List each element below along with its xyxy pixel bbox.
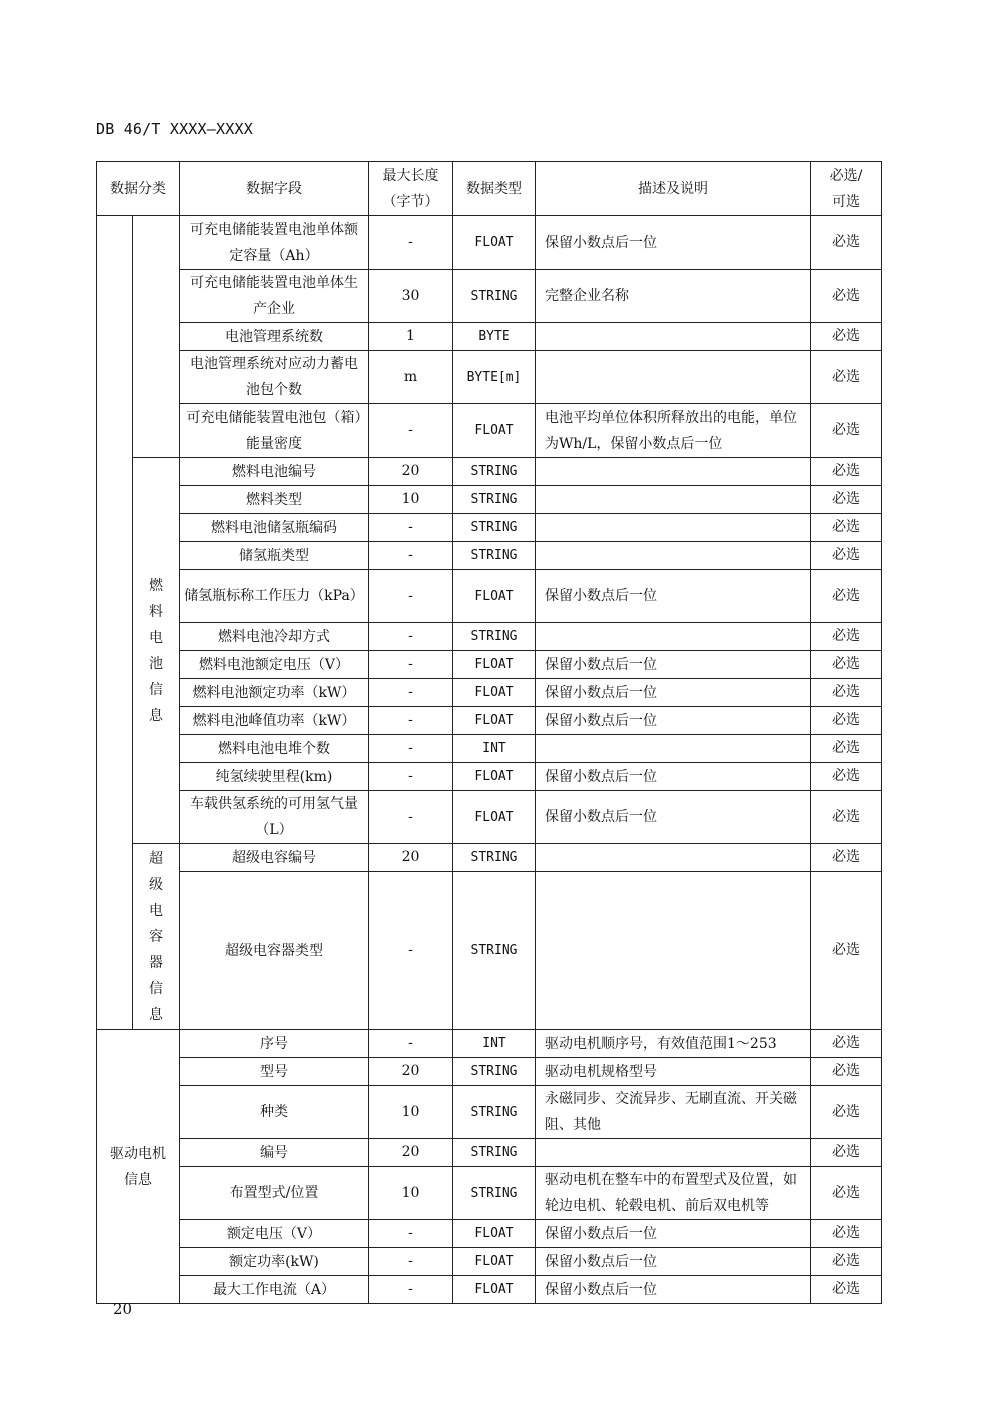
table-row <box>97 1030 882 1058</box>
type-cell: STRING <box>453 872 536 1030</box>
table-row <box>97 514 882 542</box>
length-cell: - <box>369 514 453 542</box>
table-row <box>97 1139 882 1167</box>
table-row <box>97 872 882 1030</box>
category-fuel-cell: 燃料电池信息 <box>133 458 180 844</box>
length-cell: 1 <box>369 323 453 351</box>
header-required: 必选/ 可选 <box>811 162 882 216</box>
table-row <box>97 735 882 763</box>
length-cell: - <box>369 763 453 791</box>
required-cell: 必选 <box>811 323 882 351</box>
field-cell: 可充电储能装置电池包（箱）能量密度 <box>180 404 369 458</box>
field-cell: 燃料电池额定功率（kW） <box>180 679 369 707</box>
length-cell: - <box>369 216 453 270</box>
page-header: DB 46/T XXXX—XXXX <box>96 120 253 138</box>
length-cell: 20 <box>369 844 453 872</box>
required-cell: 必选 <box>811 707 882 735</box>
field-cell: 储氢瓶类型 <box>180 542 369 570</box>
table-row <box>97 351 882 404</box>
description-cell: 驱动电机规格型号 <box>536 1058 811 1086</box>
description-cell: 保留小数点后一位 <box>536 570 811 623</box>
field-cell: 燃料电池电堆个数 <box>180 735 369 763</box>
field-cell: 电池管理系统数 <box>180 323 369 351</box>
table-row <box>97 763 882 791</box>
description-cell <box>536 458 811 486</box>
required-cell: 必选 <box>811 458 882 486</box>
length-cell: - <box>369 404 453 458</box>
table-row <box>97 270 882 323</box>
table-header-row <box>97 162 882 216</box>
required-cell: 必选 <box>811 735 882 763</box>
required-cell: 必选 <box>811 844 882 872</box>
description-cell: 完整企业名称 <box>536 270 811 323</box>
length-cell: - <box>369 1030 453 1058</box>
type-cell: STRING <box>453 1167 536 1220</box>
table-row <box>97 216 882 270</box>
type-cell: STRING <box>453 486 536 514</box>
field-cell: 燃料电池储氢瓶编码 <box>180 514 369 542</box>
required-cell: 必选 <box>811 791 882 844</box>
required-cell: 必选 <box>811 216 882 270</box>
table-row <box>97 651 882 679</box>
description-cell: 保留小数点后一位 <box>536 216 811 270</box>
type-cell: INT <box>453 735 536 763</box>
description-cell: 保留小数点后一位 <box>536 651 811 679</box>
length-cell: - <box>369 707 453 735</box>
field-cell: 燃料电池冷却方式 <box>180 623 369 651</box>
field-cell: 编号 <box>180 1139 369 1167</box>
length-cell: - <box>369 651 453 679</box>
length-cell: 20 <box>369 458 453 486</box>
required-cell: 必选 <box>811 1167 882 1220</box>
type-cell: STRING <box>453 1139 536 1167</box>
required-cell: 必选 <box>811 270 882 323</box>
table-row <box>97 458 882 486</box>
description-cell: 保留小数点后一位 <box>536 791 811 844</box>
type-cell: FLOAT <box>453 651 536 679</box>
description-cell <box>536 514 811 542</box>
field-cell: 超级电容器类型 <box>180 872 369 1030</box>
length-cell: - <box>369 623 453 651</box>
category-supercapacitor: 超级电容器信息 <box>133 844 180 1030</box>
header-field: 数据字段 <box>180 162 369 216</box>
type-cell: FLOAT <box>453 1220 536 1248</box>
type-cell: FLOAT <box>453 1276 536 1304</box>
description-cell <box>536 735 811 763</box>
table-row <box>97 323 882 351</box>
table-row <box>97 1086 882 1139</box>
length-cell: - <box>369 1276 453 1304</box>
table-row <box>97 679 882 707</box>
required-cell: 必选 <box>811 1220 882 1248</box>
required-cell: 必选 <box>811 1248 882 1276</box>
required-cell: 必选 <box>811 623 882 651</box>
required-cell: 必选 <box>811 1139 882 1167</box>
length-cell: - <box>369 872 453 1030</box>
field-cell: 燃料电池额定电压（V） <box>180 651 369 679</box>
type-cell: FLOAT <box>453 570 536 623</box>
required-cell: 必选 <box>811 404 882 458</box>
description-cell: 保留小数点后一位 <box>536 679 811 707</box>
required-cell: 必选 <box>811 542 882 570</box>
type-cell: STRING <box>453 1086 536 1139</box>
table-row <box>97 486 882 514</box>
field-cell: 型号 <box>180 1058 369 1086</box>
description-cell <box>536 872 811 1030</box>
table-row <box>97 542 882 570</box>
table-row <box>97 570 882 623</box>
header-data-type: 数据类型 <box>453 162 536 216</box>
type-cell: STRING <box>453 270 536 323</box>
required-cell: 必选 <box>811 570 882 623</box>
length-cell: 30 <box>369 270 453 323</box>
field-cell: 额定功率(kW) <box>180 1248 369 1276</box>
length-cell: 10 <box>369 1167 453 1220</box>
length-cell: - <box>369 1220 453 1248</box>
header-description: 描述及说明 <box>536 162 811 216</box>
description-cell: 保留小数点后一位 <box>536 1248 811 1276</box>
table-row <box>97 1058 882 1086</box>
field-cell: 电池管理系统对应动力蓄电池包个数 <box>180 351 369 404</box>
table-row <box>97 791 882 844</box>
field-cell: 可充电储能装置电池单体额定容量（Ah） <box>180 216 369 270</box>
field-cell: 储氢瓶标称工作压力（kPa） <box>180 570 369 623</box>
table-row <box>97 404 882 458</box>
table-row <box>97 844 882 872</box>
type-cell: BYTE[m] <box>453 351 536 404</box>
type-cell: FLOAT <box>453 216 536 270</box>
field-cell: 燃料类型 <box>180 486 369 514</box>
length-cell: - <box>369 570 453 623</box>
length-cell: - <box>369 679 453 707</box>
type-cell: STRING <box>453 458 536 486</box>
field-cell: 布置型式/位置 <box>180 1167 369 1220</box>
description-cell: 保留小数点后一位 <box>536 1276 811 1304</box>
type-cell: STRING <box>453 542 536 570</box>
required-cell: 必选 <box>811 651 882 679</box>
required-cell: 必选 <box>811 1030 882 1058</box>
required-cell: 必选 <box>811 763 882 791</box>
required-cell: 必选 <box>811 1086 882 1139</box>
length-cell: 20 <box>369 1139 453 1167</box>
table-row <box>97 623 882 651</box>
required-cell: 必选 <box>811 1058 882 1086</box>
length-cell: - <box>369 791 453 844</box>
category-cell-empty <box>97 216 133 1030</box>
table-row <box>97 1248 882 1276</box>
length-cell: - <box>369 1248 453 1276</box>
subcategory-cell-empty <box>133 216 180 458</box>
description-cell: 永磁同步、交流异步、无刷直流、开关磁阻、其他 <box>536 1086 811 1139</box>
type-cell: FLOAT <box>453 791 536 844</box>
field-cell: 燃料电池编号 <box>180 458 369 486</box>
length-cell: - <box>369 735 453 763</box>
length-cell: 10 <box>369 486 453 514</box>
type-cell: FLOAT <box>453 679 536 707</box>
description-cell <box>536 542 811 570</box>
field-cell: 可充电储能装置电池单体生产企业 <box>180 270 369 323</box>
description-cell <box>536 623 811 651</box>
type-cell: INT <box>453 1030 536 1058</box>
field-cell: 车载供氢系统的可用氢气量（L） <box>180 791 369 844</box>
description-cell: 驱动电机顺序号，有效值范围1～253 <box>536 1030 811 1058</box>
description-cell <box>536 844 811 872</box>
field-cell: 纯氢续驶里程(km) <box>180 763 369 791</box>
field-cell: 超级电容编号 <box>180 844 369 872</box>
description-cell <box>536 1139 811 1167</box>
field-cell: 额定电压（V） <box>180 1220 369 1248</box>
table-row <box>97 1276 882 1304</box>
field-cell: 燃料电池峰值功率（kW） <box>180 707 369 735</box>
type-cell: STRING <box>453 844 536 872</box>
length-cell: 10 <box>369 1086 453 1139</box>
type-cell: STRING <box>453 1058 536 1086</box>
length-cell: m <box>369 351 453 404</box>
type-cell: FLOAT <box>453 404 536 458</box>
description-cell: 保留小数点后一位 <box>536 763 811 791</box>
data-spec-table <box>96 161 882 1304</box>
field-cell: 最大工作电流（A） <box>180 1276 369 1304</box>
table-row <box>97 1220 882 1248</box>
description-cell: 驱动电机在整车中的布置型式及位置，如轮边电机、轮毂电机、前后双电机等 <box>536 1167 811 1220</box>
description-cell: 电池平均单位体积所释放出的电能，单位为Wh/L，保留小数点后一位 <box>536 404 811 458</box>
required-cell: 必选 <box>811 514 882 542</box>
required-cell: 必选 <box>811 679 882 707</box>
page-number: 20 <box>113 1300 133 1318</box>
description-cell <box>536 486 811 514</box>
type-cell: FLOAT <box>453 707 536 735</box>
required-cell: 必选 <box>811 1276 882 1304</box>
required-cell: 必选 <box>811 351 882 404</box>
description-cell: 保留小数点后一位 <box>536 707 811 735</box>
description-cell <box>536 351 811 404</box>
table-row <box>97 1167 882 1220</box>
type-cell: FLOAT <box>453 763 536 791</box>
table-row <box>97 707 882 735</box>
required-cell: 必选 <box>811 486 882 514</box>
header-category: 数据分类 <box>97 162 180 216</box>
type-cell: FLOAT <box>453 1248 536 1276</box>
field-cell: 序号 <box>180 1030 369 1058</box>
field-cell: 种类 <box>180 1086 369 1139</box>
type-cell: BYTE <box>453 323 536 351</box>
header-max-length: 最大长度 （字节） <box>369 162 453 216</box>
category-drive-motor: 驱动电机信息 <box>97 1030 180 1304</box>
description-cell <box>536 323 811 351</box>
required-cell: 必选 <box>811 872 882 1030</box>
type-cell: STRING <box>453 623 536 651</box>
length-cell: - <box>369 542 453 570</box>
description-cell: 保留小数点后一位 <box>536 1220 811 1248</box>
type-cell: STRING <box>453 514 536 542</box>
length-cell: 20 <box>369 1058 453 1086</box>
